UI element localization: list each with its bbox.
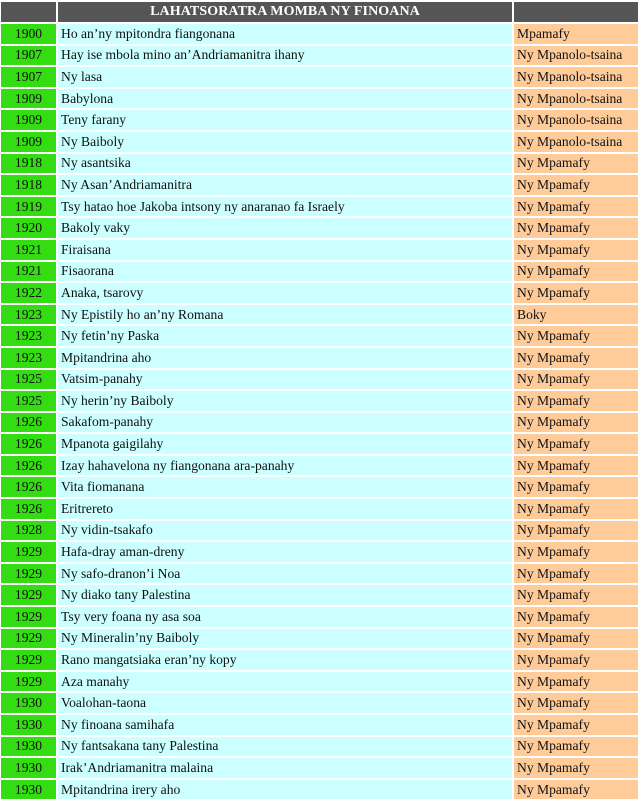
title-cell: Izay hahavelona ny fiangonana ara-panahy bbox=[58, 456, 512, 476]
type-cell: Ny Mpamafy bbox=[514, 564, 638, 584]
type-cell: Ny Mpamafy bbox=[514, 283, 638, 303]
year-cell: 1930 bbox=[1, 737, 56, 757]
type-cell: Ny Mpamafy bbox=[514, 197, 638, 217]
type-cell: Boky bbox=[514, 305, 638, 325]
year-cell: 1923 bbox=[1, 305, 56, 325]
table-row bbox=[1, 305, 638, 325]
year-cell: 1929 bbox=[1, 585, 56, 605]
type-cell: Ny Mpamafy bbox=[514, 326, 638, 346]
type-cell: Ny Mpamafy bbox=[514, 456, 638, 476]
year-cell: 1907 bbox=[1, 67, 56, 87]
type-cell: Ny Mpanolo-tsaina bbox=[514, 110, 638, 130]
header-row bbox=[1, 2, 638, 22]
year-cell: 1921 bbox=[1, 262, 56, 282]
type-cell: Ny Mpamafy bbox=[514, 715, 638, 735]
title-cell: Sakafom-panahy bbox=[58, 413, 512, 433]
title-cell: Vita fiomanana bbox=[58, 477, 512, 497]
table-row bbox=[1, 370, 638, 390]
year-cell: 1922 bbox=[1, 283, 56, 303]
type-cell: Ny Mpamafy bbox=[514, 650, 638, 670]
table-row bbox=[1, 67, 638, 87]
title-cell: Ny safo-dranon’i Noa bbox=[58, 564, 512, 584]
type-cell: Ny Mpamafy bbox=[514, 607, 638, 627]
title-cell: Hay ise mbola mino an’Andriamanitra ihany bbox=[58, 46, 512, 66]
title-cell: Ho an’ny mpitondra fiangonana bbox=[58, 24, 512, 44]
year-cell: 1929 bbox=[1, 650, 56, 670]
year-cell: 1930 bbox=[1, 780, 56, 800]
year-cell: 1926 bbox=[1, 434, 56, 454]
year-cell: 1920 bbox=[1, 218, 56, 238]
title-cell: Teny farany bbox=[58, 110, 512, 130]
title-cell: Mpitandrina irery aho bbox=[58, 780, 512, 800]
title-cell: Bakoly vaky bbox=[58, 218, 512, 238]
year-cell: 1909 bbox=[1, 89, 56, 109]
table-row bbox=[1, 240, 638, 260]
title-cell: Mpitandrina aho bbox=[58, 348, 512, 368]
type-cell: Ny Mpamafy bbox=[514, 737, 638, 757]
table-row bbox=[1, 89, 638, 109]
title-cell: Babylona bbox=[58, 89, 512, 109]
title-cell: Ny fantsakana tany Palestina bbox=[58, 737, 512, 757]
header-type bbox=[514, 2, 638, 22]
type-cell: Ny Mpamafy bbox=[514, 154, 638, 174]
table-row bbox=[1, 413, 638, 433]
type-cell: Ny Mpamafy bbox=[514, 348, 638, 368]
table-row bbox=[1, 780, 638, 800]
type-cell: Ny Mpamafy bbox=[514, 413, 638, 433]
type-cell: Ny Mpamafy bbox=[514, 521, 638, 541]
year-cell: 1923 bbox=[1, 326, 56, 346]
title-cell: Firaisana bbox=[58, 240, 512, 260]
type-cell: Ny Mpamafy bbox=[514, 780, 638, 800]
table-row bbox=[1, 499, 638, 519]
table-row bbox=[1, 456, 638, 476]
title-cell: Ny vidin-tsakafo bbox=[58, 521, 512, 541]
type-cell: Mpamafy bbox=[514, 24, 638, 44]
table-row bbox=[1, 262, 638, 282]
table-row bbox=[1, 693, 638, 713]
year-cell: 1930 bbox=[1, 715, 56, 735]
year-cell: 1923 bbox=[1, 348, 56, 368]
type-cell: Ny Mpamafy bbox=[514, 499, 638, 519]
title-cell: Ny Mineralin’ny Baiboly bbox=[58, 629, 512, 649]
year-cell: 1930 bbox=[1, 693, 56, 713]
type-cell: Ny Mpamafy bbox=[514, 629, 638, 649]
type-cell: Ny Mpamafy bbox=[514, 758, 638, 778]
type-cell: Ny Mpamafy bbox=[514, 434, 638, 454]
year-cell: 1929 bbox=[1, 542, 56, 562]
title-cell: Irak’Andriamanitra malaina bbox=[58, 758, 512, 778]
year-cell: 1918 bbox=[1, 154, 56, 174]
table-row bbox=[1, 154, 638, 174]
title-cell: Mpanota gaigilahy bbox=[58, 434, 512, 454]
title-cell: Hafa-dray aman-dreny bbox=[58, 542, 512, 562]
type-cell: Ny Mpamafy bbox=[514, 477, 638, 497]
year-cell: 1919 bbox=[1, 197, 56, 217]
type-cell: Ny Mpamafy bbox=[514, 672, 638, 692]
table-row bbox=[1, 758, 638, 778]
table-row bbox=[1, 521, 638, 541]
title-cell: Ny lasa bbox=[58, 67, 512, 87]
type-cell: Ny Mpamafy bbox=[514, 693, 638, 713]
table-row bbox=[1, 672, 638, 692]
year-cell: 1921 bbox=[1, 240, 56, 260]
title-cell: Ny herin’ny Baiboly bbox=[58, 391, 512, 411]
type-cell: Ny Mpamafy bbox=[514, 370, 638, 390]
year-cell: 1926 bbox=[1, 477, 56, 497]
type-cell: Ny Mpanolo-tsaina bbox=[514, 67, 638, 87]
title-cell: Fisaorana bbox=[58, 262, 512, 282]
title-cell: Tsy very foana ny asa soa bbox=[58, 607, 512, 627]
table-row bbox=[1, 434, 638, 454]
table-row bbox=[1, 197, 638, 217]
title-cell: Vatsim-panahy bbox=[58, 370, 512, 390]
title-cell: Ny asantsika bbox=[58, 154, 512, 174]
table-row bbox=[1, 564, 638, 584]
header-title: LAHATSORATRA MOMBA NY FINOANA bbox=[58, 2, 512, 22]
type-cell: Ny Mpamafy bbox=[514, 542, 638, 562]
type-cell: Ny Mpamafy bbox=[514, 585, 638, 605]
year-cell: 1929 bbox=[1, 564, 56, 584]
type-cell: Ny Mpamafy bbox=[514, 175, 638, 195]
type-cell: Ny Mpamafy bbox=[514, 262, 638, 282]
year-cell: 1918 bbox=[1, 175, 56, 195]
title-cell: Tsy hatao hoe Jakoba intsony ny anaranao fa Israely bbox=[58, 197, 512, 217]
table-row bbox=[1, 175, 638, 195]
year-cell: 1925 bbox=[1, 370, 56, 390]
year-cell: 1900 bbox=[1, 24, 56, 44]
title-cell: Aza manahy bbox=[58, 672, 512, 692]
table-row bbox=[1, 715, 638, 735]
year-cell: 1909 bbox=[1, 132, 56, 152]
table-row bbox=[1, 46, 638, 66]
table-row bbox=[1, 283, 638, 303]
table-row bbox=[1, 218, 638, 238]
title-cell: Eritrereto bbox=[58, 499, 512, 519]
type-cell: Ny Mpanolo-tsaina bbox=[514, 89, 638, 109]
year-cell: 1930 bbox=[1, 758, 56, 778]
title-cell: Ny diako tany Palestina bbox=[58, 585, 512, 605]
table-row bbox=[1, 110, 638, 130]
year-cell: 1929 bbox=[1, 607, 56, 627]
year-cell: 1907 bbox=[1, 46, 56, 66]
table-row bbox=[1, 542, 638, 562]
title-cell: Voalohan-taona bbox=[58, 693, 512, 713]
year-cell: 1928 bbox=[1, 521, 56, 541]
title-cell: Ny fetin’ny Paska bbox=[58, 326, 512, 346]
table-row bbox=[1, 629, 638, 649]
title-cell: Ny Asan’Andriamanitra bbox=[58, 175, 512, 195]
year-cell: 1909 bbox=[1, 110, 56, 130]
title-cell: Ny Baiboly bbox=[58, 132, 512, 152]
table-row bbox=[1, 585, 638, 605]
type-cell: Ny Mpanolo-tsaina bbox=[514, 46, 638, 66]
table-row bbox=[1, 477, 638, 497]
year-cell: 1929 bbox=[1, 672, 56, 692]
table-row bbox=[1, 737, 638, 757]
type-cell: Ny Mpamafy bbox=[514, 218, 638, 238]
table-row bbox=[1, 24, 638, 44]
year-cell: 1925 bbox=[1, 391, 56, 411]
table-row bbox=[1, 348, 638, 368]
title-cell: Ny finoana samihafa bbox=[58, 715, 512, 735]
title-cell: Anaka, tsarovy bbox=[58, 283, 512, 303]
title-cell: Ny Epistily ho an’ny Romana bbox=[58, 305, 512, 325]
table-row bbox=[1, 391, 638, 411]
year-cell: 1926 bbox=[1, 456, 56, 476]
type-cell: Ny Mpamafy bbox=[514, 391, 638, 411]
year-cell: 1929 bbox=[1, 629, 56, 649]
table-row bbox=[1, 607, 638, 627]
table-row bbox=[1, 326, 638, 346]
year-cell: 1926 bbox=[1, 413, 56, 433]
table-row bbox=[1, 650, 638, 670]
header-year bbox=[1, 2, 56, 22]
title-cell: Rano mangatsiaka eran’ny kopy bbox=[58, 650, 512, 670]
table-row bbox=[1, 132, 638, 152]
type-cell: Ny Mpanolo-tsaina bbox=[514, 132, 638, 152]
type-cell: Ny Mpamafy bbox=[514, 240, 638, 260]
year-cell: 1926 bbox=[1, 499, 56, 519]
